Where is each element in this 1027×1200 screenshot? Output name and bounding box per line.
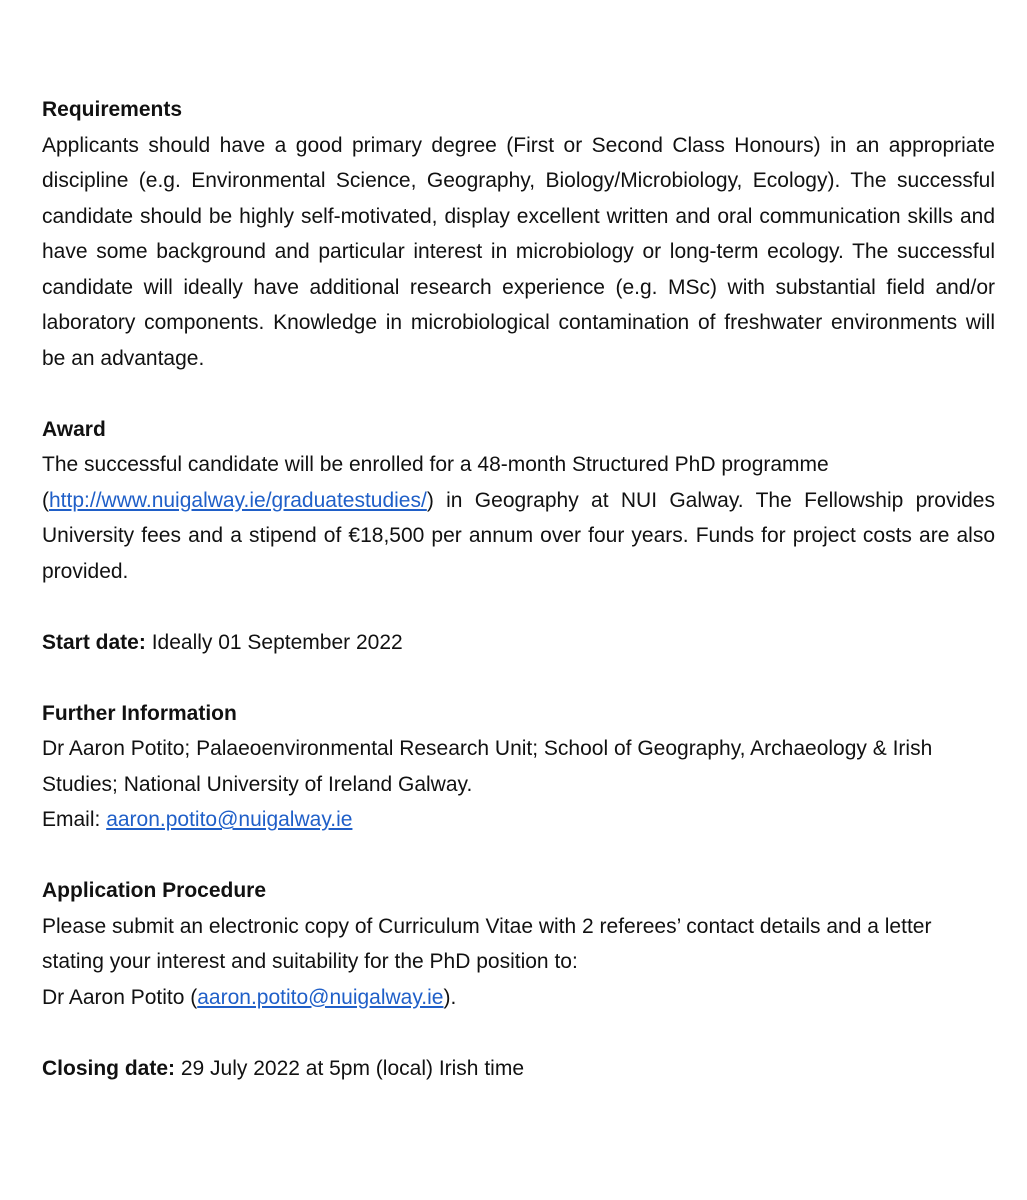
award-body-text: ) in Geography at NUI Galway. The Fellowship provides University fees and a stipend of €18,500 per annum over four years. Funds for project costs are also provided. [42, 488, 995, 583]
start-date-label: Start date: [42, 630, 146, 654]
contact-line [42, 980, 995, 1016]
closing-date-section [42, 1051, 995, 1087]
application-procedure-heading: Application Procedure [42, 879, 267, 902]
further-information-section [42, 696, 995, 838]
award-body [42, 483, 995, 590]
requirements-body: Applicants should have a good primary degree (First or Second Class Honours) in an appropriate discipline (e.g. Environmental Science, Geography, Biology/Microbiology, Ecology). The successful candidate should be highly self-motivated, display excellent written and oral communication skills and have some background and particular interest in microbiology or long-term ecology. The successful candidate will ideally have additional research experience (e.g. MSc) with substantial field and/or laboratory components. Knowledge in microbiological contamination of freshwater environments will be an advantage. [42, 133, 995, 370]
closing-date-value: 29 July 2022 at 5pm (local) Irish time [175, 1056, 524, 1080]
further-information-heading: Further Information [42, 701, 237, 725]
email-link[interactable]: aaron.potito@nuigalway.ie [106, 808, 353, 831]
further-information-body: Dr Aaron Potito; Palaeoenvironmental Research Unit; School of Geography, Archaeology & Irish Studies; National University of Ireland Galway. [42, 737, 933, 796]
requirements-heading: Requirements [42, 98, 183, 121]
start-date-section [42, 625, 995, 661]
contact-email-link[interactable]: aaron.potito@nuigalway.ie [197, 985, 444, 1009]
contact-suffix: ). [443, 985, 457, 1009]
requirements-section [42, 92, 995, 376]
email-label: Email: [42, 808, 107, 831]
application-procedure-section [42, 873, 995, 1015]
contact-prefix: Dr Aaron Potito ( [42, 985, 198, 1009]
application-procedure-body: Please submit an electronic copy of Curriculum Vitae with 2 referees’ contact details and a letter stating your interest and suitability for the PhD position to: [42, 914, 932, 973]
start-date-value: Ideally 01 September 2022 [145, 630, 403, 654]
email-line [42, 802, 995, 838]
document-page [42, 92, 995, 1122]
start-date-line [42, 625, 995, 661]
award-heading: Award [42, 417, 106, 441]
closing-date-label: Closing date: [42, 1056, 176, 1080]
award-section [42, 412, 995, 590]
closing-date-line [42, 1051, 995, 1087]
graduate-studies-link[interactable]: http://www.nuigalway.ie/graduatestudies/ [49, 488, 427, 512]
award-paren-open: ( [42, 488, 49, 512]
award-line-1: The successful candidate will be enrolled for a 48-month Structured PhD programme [42, 453, 829, 476]
